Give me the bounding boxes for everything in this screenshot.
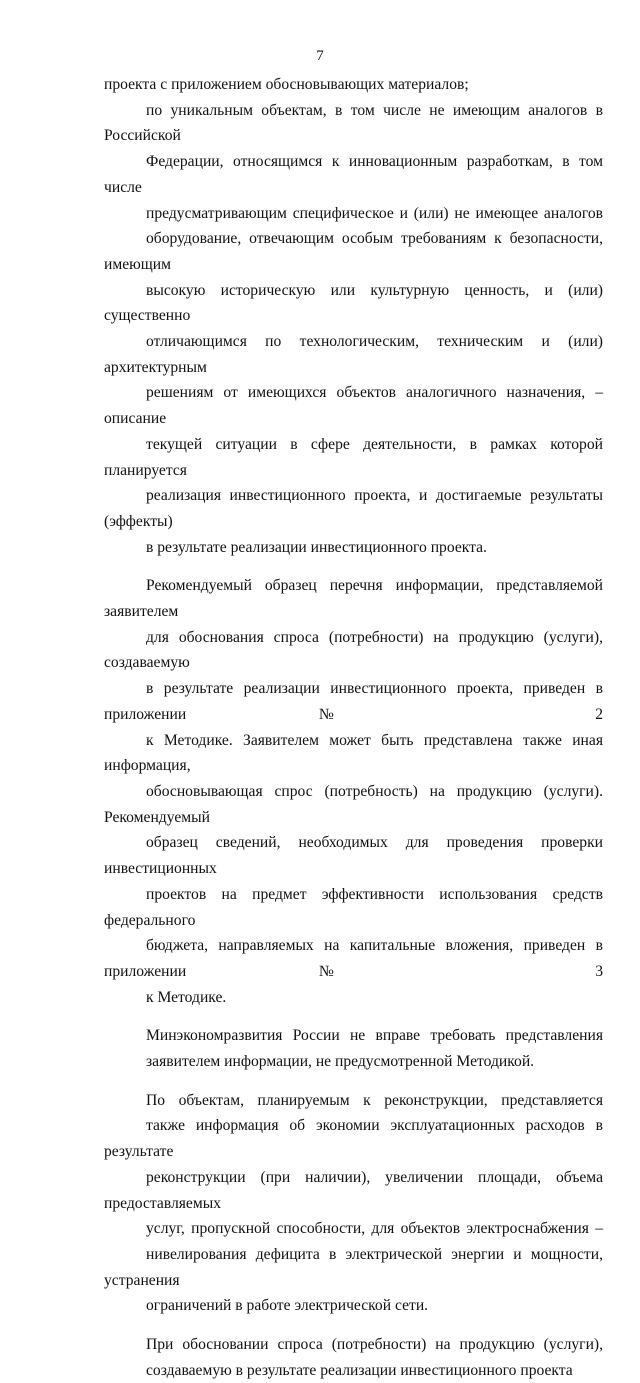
text-line: Федерации, относящимся к инновационным разработкам, в том числе bbox=[104, 153, 603, 196]
page-number: 7 bbox=[316, 48, 324, 64]
text-line: создаваемую в результате реализации инвестиционного проекта bbox=[146, 1361, 573, 1379]
text-line: бюджета, направляемых на капитальные вложения, приведен в приложении № 3 bbox=[104, 937, 603, 980]
paragraph-demand-justification bbox=[104, 1332, 603, 1383]
text-line: проекта с приложением обосновывающих материалов; bbox=[104, 76, 469, 93]
text-line: заявителем информации, не предусмотренной Методикой. bbox=[146, 1053, 535, 1071]
text-line: ограничений в работе электрической сети. bbox=[146, 1297, 429, 1315]
text-line: предусматривающим специфическое и (или) не имеющее аналогов bbox=[146, 204, 603, 222]
text-line: текущей ситуации в сфере деятельности, в рамках которой планируется bbox=[104, 435, 603, 479]
text-line: реконструкции (при наличии), увеличении площади, объема предоставляемых bbox=[104, 1168, 603, 1212]
text-line: отличающимся по технологическим, техническим и (или) архитектурным bbox=[104, 333, 603, 376]
text-line: в результате реализации инвестиционного проекта, приведен в приложении № 2 bbox=[104, 680, 603, 723]
paragraph-unique-objects bbox=[104, 98, 603, 561]
paragraph-reconstruction-objects bbox=[104, 1088, 603, 1319]
paragraph-recommended-sample bbox=[104, 573, 603, 1010]
text-line: оборудование, отвечающим особым требованиям к безопасности, имеющим bbox=[104, 230, 603, 273]
text-line: для обоснования спроса (потребности) на продукцию (услуги), создаваемую bbox=[104, 628, 603, 672]
text-line: реализация инвестиционного проекта, и достигаемые результаты (эффекты) bbox=[104, 487, 603, 530]
text-line: Минэкономразвития России не вправе требовать представления bbox=[146, 1027, 603, 1045]
text-line: в результате реализации инвестиционного проекта. bbox=[146, 538, 487, 556]
text-line: нивелирования дефицита в электрической энергии и мощности, устранения bbox=[104, 1245, 603, 1289]
text-line: проектов на предмет эффективности использования средств федерального bbox=[104, 885, 603, 929]
paragraph-ministry-restriction bbox=[104, 1023, 603, 1074]
document-body bbox=[104, 72, 603, 1383]
text-line: к Методике. bbox=[146, 988, 227, 1006]
text-line: высокую историческую или культурную ценность, и (или) существенно bbox=[104, 281, 603, 325]
text-line: образец сведений, необходимых для проведения проверки инвестиционных bbox=[104, 834, 603, 878]
text-line: к Методике. Заявителем может быть представлена также иная информация, bbox=[104, 731, 603, 775]
text-line: При обосновании спроса (потребности) на продукцию (услуги), bbox=[146, 1336, 603, 1354]
text-line: По объектам, планируемым к реконструкции, представляется bbox=[146, 1091, 603, 1109]
text-line: услуг, пропускной способности, для объектов электроснабжения – bbox=[146, 1220, 603, 1238]
text-line: по уникальным объектам, в том числе не имеющим аналогов в Российской bbox=[104, 101, 603, 145]
text-line: обосновывающая спрос (потребность) на продукцию (услуги). Рекомендуемый bbox=[104, 782, 603, 826]
text-line: Рекомендуемый образец перечня информации, представляемой заявителем bbox=[104, 577, 603, 621]
text-line: также информация об экономии эксплуатационных расходов в результате bbox=[104, 1117, 603, 1161]
paragraph-continuation bbox=[104, 72, 603, 98]
text-line: решениям от имеющихся объектов аналогичного назначения, – описание bbox=[104, 384, 603, 428]
